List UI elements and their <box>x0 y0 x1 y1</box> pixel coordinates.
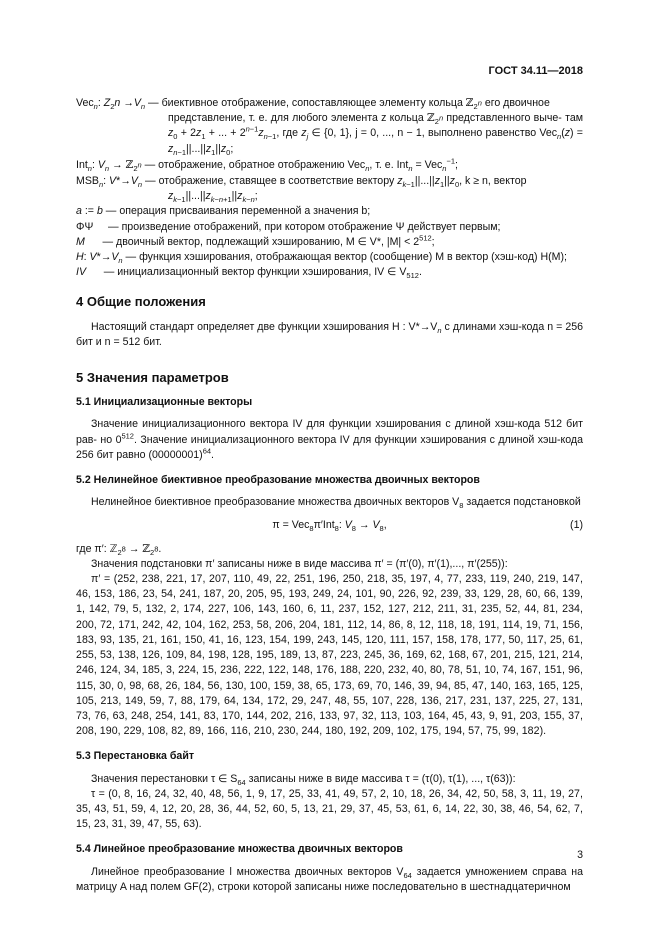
section-4-title: 4 Общие положения <box>76 294 206 310</box>
section-5-1-title: 5.1 Инициализационные векторы <box>76 396 253 409</box>
section-5-4-title: 5.4 Линейное преобразование множества двоичных векторов <box>76 843 403 856</box>
definition-iv: IV — инициализационный вектор функции хэширования, IV ∈ $V_{512}$. <box>76 266 422 281</box>
page-content <box>76 96 583 895</box>
definition-assign: a := b — операция присваивания переменной a значения b; <box>76 205 371 218</box>
definition-phipsi: ΦΨ — произведение отображений, при котором отображение Ψ действует первым; <box>76 220 501 233</box>
section-5-4-text: Линейное преобразование l множества двоичных векторов $V_{64}$ задается умножением справа на матрицу A над полем GF(2), строки которой записаны ниже последовательно в шестнадцатеричном <box>76 865 583 893</box>
definition-msb: $MSB_n$: $V*\to V_n$ — отображение, ставящее в соответствие вектору $z_{k-1}||...||z_1||z_0$, k ≥ n, вектор $z_{k-1}||...||z_{k-n+1}||z_{k-n}$; <box>76 175 527 205</box>
section-5-2-title: 5.2 Нелинейное биективное преобразование множества двоичных векторов <box>76 474 480 487</box>
pi-intro: Значения подстановки π′ записаны ниже в виде массива π′ = (π′(0), π′(1),..., π′(255)): <box>91 557 508 570</box>
definition-h: H: $V*\to V_n$ — функция хэширования, отображающая вектор (сообщение) M в вектор (хэш-код) H(M); <box>76 251 567 266</box>
section-5-2-text: Нелинейное биективное преобразование множества двоичных векторов $V_8$ задается подстановкой <box>91 496 581 511</box>
where-text: где π′: ℤ$_{2^8}$ → ℤ$_{2^8}$. <box>76 542 162 557</box>
section-4-text: Настоящий стандарт определяет две функции хэширования H : $V*\to V_n$ с длинами хэш-кода n = 256 бит и n = 512 бит. <box>76 320 583 348</box>
formula-pi: π = Vec$_8$π′Int$_8$: $V_8 \to V_8$, (1) <box>272 519 583 534</box>
section-5-title: 5 Значения параметров <box>76 370 229 386</box>
page-number: 3 <box>577 849 583 861</box>
section-5-3-title: 5.3 Перестановка байт <box>76 750 195 763</box>
tau-values: τ = (0, 8, 16, 24, 32, 40, 48, 56, 1, 9, 17, 25, 33, 41, 49, 57, 2, 10, 18, 26, 34, 42, 50, 58, 3, 11, 19, 27, 35, 43, 51, 59, 4, 12, 20, 28, 36, 44, 52, 60, 5, 13, 21, 29, 37, 45, 53, 61, 6, 14, 22, 30, 38, 46, 54, 62, 7, 15, 23, 31, 39, 47, 55, 63). <box>76 787 583 831</box>
tau-intro: Значения перестановки τ ∈ $S_{64}$ записаны ниже в виде массива τ = (τ(0), τ(1), ..., τ(63)): <box>91 772 516 787</box>
definition-vec: Vec$_n$: $Z_2n \to V_n$ — биективное отображение, сопоставляющее элементу кольца ℤ$_{2^n}$ его двоичное представление, т. е. для любого элемента z кольца ℤ$_{2^n}$ представленного выче- там $z_0 + 2z_1$ + ... + $2^{n-1}z_{n-1}$, где $z_j$ ∈ {0, 1}, j = 0, ..., n − 1, выполнено равенство $Vec_n(z) = z_{n-1}||...||z_1||z_0$; <box>76 97 584 157</box>
definition-int: Int$_n$: $V_n$ → ℤ$_{2^n}$ — отображение, обратное отображению Vec$_n$, т. е. Int$_n$ = Vec$_n^{-1}$; <box>76 156 458 173</box>
formula-number: (1) <box>570 519 583 532</box>
pi-values: π′ = (252, 238, 221, 17, 207, 110, 49, 22, 251, 196, 250, 218, 35, 197, 4, 77, 233, 119, 240, 219, 147, 46, 153, 186, 23, 54, 241, 187, 20, 205, 95, 193, 249, 24, 101, 90, 226, 92, 239, 33, 129, 28, 60, 66, 139, 1, 142, 79, 5, 132, 2, 174, 227, 106, 143, 160, 6, 11, 237, 152, 127, 212, 211, 31, 235, 52, 44, 81, 234, 200, 72, 171, 242, 42, 104, 162, 253, 58, 206, 204, 181, 112, 14, 86, 8, 12, 118, 18, 191, 114, 19, 71, 156, 183, 93, 135, 21, 161, 150, 41, 16, 123, 154, 199, 243, 145, 120, 111, 157, 158, 178, 177, 50, 117, 25, 61, 255, 53, 138, 126, 109, 84, 198, 128, 195, 189, 13, 87, 223, 245, 36, 169, 62, 168, 67, 201, 215, 121, 214, 246, 124, 34, 185, 3, 224, 15, 236, 222, 122, 148, 176, 188, 220, 232, 40, 80, 78, 51, 10, 74, 167, 151, 96, 115, 30, 0, 98, 68, 26, 184, 56, 130, 100, 159, 38, 65, 173, 69, 70, 146, 39, 94, 85, 47, 140, 163, 165, 125, 105, 213, 149, 59, 7, 88, 179, 64, 134, 172, 29, 247, 48, 55, 107, 228, 136, 217, 231, 137, 225, 27, 131, 73, 76, 63, 248, 254, 141, 83, 170, 144, 202, 216, 133, 97, 32, 113, 103, 164, 45, 43, 9, 91, 203, 155, 37, 208, 190, 229, 108, 82, 89, 166, 116, 210, 230, 244, 180, 192, 209, 102, 175, 194, 57, 75, 99, 182). <box>76 573 583 738</box>
section-5-1-text: Значение инициализационного вектора IV для функции хэширования с длиной хэш-кода 512 бит рав- но $0^{512}$. Значение инициализационного вектора IV для функции хэширования с длиной хэш-кода 256 бит равно $(00000001)^{64}$. <box>76 418 583 461</box>
standard-header: ГОСТ 34.11—2018 <box>488 65 583 77</box>
definition-m: M — двоичный вектор, подлежащий хэшированию, M ∈ V*, $|M| < 2^{512}$; <box>76 233 435 248</box>
